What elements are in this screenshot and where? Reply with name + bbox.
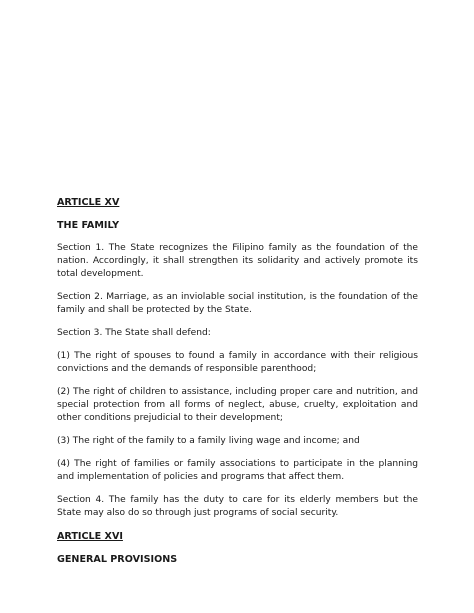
article-xvi-title: GENERAL PROVISIONS	[57, 554, 178, 565]
section-3-item-3: (3) The right of the family to a family living wage and income; and	[57, 436, 360, 446]
article-xv-title: THE FAMILY	[57, 220, 120, 231]
article-xvi-heading: ARTICLE XVI	[57, 531, 123, 542]
section-2-paragraph: Section 2. Marriage, as an inviolable social institution, is the foundation of the family and shall be protected by the State.	[57, 292, 418, 315]
section-4-paragraph: Section 4. The family has the duty to care for its elderly members but the State may also do so through just programs of social security.	[57, 495, 418, 518]
section-3-item-2: (2) The right of children to assistance, including proper care and nutrition, and special protection from all forms of neglect, abuse, cruelty, exploitation and other conditions prejudicial to their development;	[57, 387, 418, 423]
section-1-paragraph: Section 1. The State recognizes the Filipino family as the foundation of the nation. Accordingly, it shall strengthen its solidarity and actively promote its total development.	[57, 243, 418, 279]
section-3-paragraph: Section 3. The State shall defend:	[57, 328, 211, 338]
article-xv-heading: ARTICLE XV	[57, 197, 120, 208]
section-3-item-1: (1) The right of spouses to found a family in accordance with their religious convictions and the demands of responsible parenthood;	[57, 351, 418, 374]
section-3-item-4: (4) The right of families or family associations to participate in the planning and implementation of policies and programs that affect them.	[57, 459, 418, 482]
document-page	[57, 196, 418, 576]
